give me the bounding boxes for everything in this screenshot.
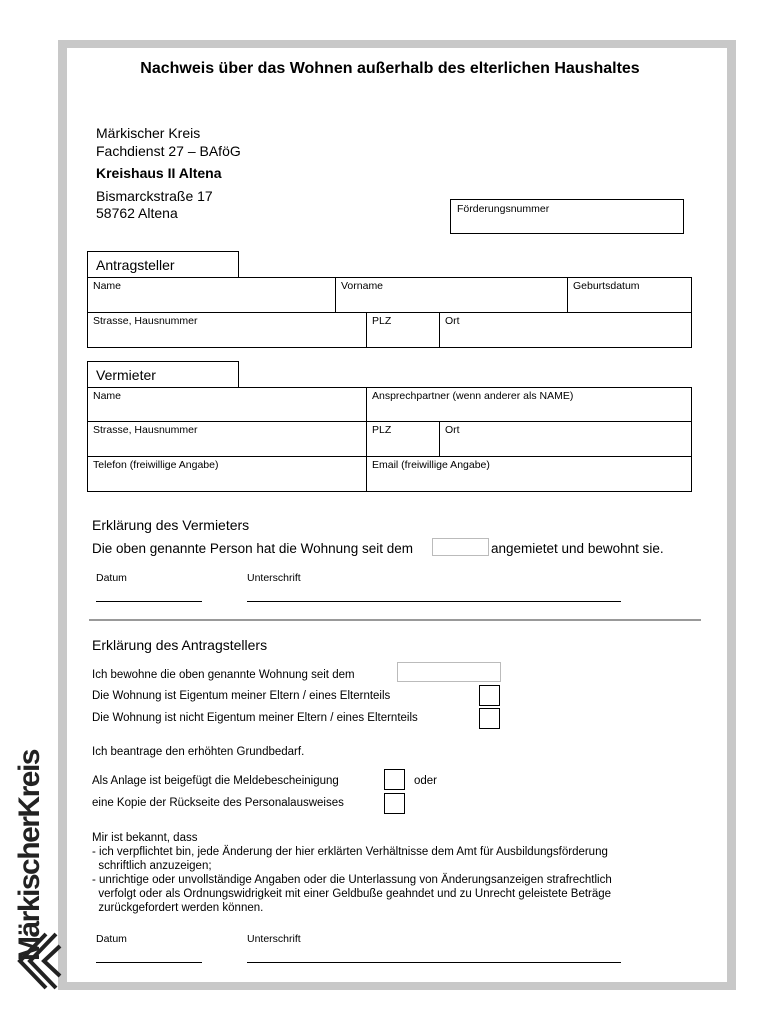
antragsteller-datum-line[interactable] bbox=[96, 962, 202, 963]
antragsteller-plz-field[interactable] bbox=[366, 312, 440, 348]
vermieter-telefon-field[interactable] bbox=[87, 456, 367, 492]
bekannt-text: Mir ist bekannt, dass bbox=[92, 832, 198, 844]
wohne-seit-date-input[interactable] bbox=[397, 662, 501, 682]
antragsteller-vorname-label: Vorname bbox=[341, 280, 384, 292]
anlage-meldebescheinigung-text: Als Anlage ist beigefügt die Meldebescheinigung bbox=[92, 775, 339, 787]
vermieter-ort-label: Ort bbox=[445, 424, 460, 436]
nicht-eigentum-eltern-text: Die Wohnung ist nicht Eigentum meiner Eltern / eines Elternteils bbox=[92, 712, 418, 724]
vermieter-plz-label: PLZ bbox=[372, 424, 392, 436]
antragsteller-name-field[interactable] bbox=[87, 277, 336, 313]
vermieter-ansprechpartner-field[interactable] bbox=[366, 387, 692, 422]
hinweis-text-3: zurückgefordert werden können. bbox=[92, 902, 264, 914]
eigentum-eltern-text: Die Wohnung ist Eigentum meiner Eltern / eines Elternteils bbox=[92, 690, 391, 702]
vermieter-name-field[interactable] bbox=[87, 387, 367, 422]
vermieter-telefon-label: Telefon (freiwillige Angabe) bbox=[93, 459, 219, 471]
antragsteller-name-label: Name bbox=[93, 280, 122, 292]
oder-text: oder bbox=[414, 775, 438, 787]
antragsteller-datum-label: Datum bbox=[96, 933, 127, 945]
hinweis-text-2: verfolgt oder als Ordnungswidrigkeit mit einer Geldbuße geahndet und zu Unrecht geleistete Beträge bbox=[92, 888, 612, 900]
maerkischer-kreis-logo bbox=[8, 750, 58, 1000]
foerderungsnummer-field[interactable] bbox=[450, 199, 684, 234]
address-line-5: 58762 Altena bbox=[96, 205, 178, 221]
antragsteller-plz-label: PLZ bbox=[372, 315, 392, 327]
eigentum-eltern-checkbox[interactable] bbox=[479, 685, 500, 706]
vermieter-unterschrift-label: Unterschrift bbox=[247, 572, 301, 584]
erklaerung-vermieter-heading: Erklärung des Vermieters bbox=[92, 517, 250, 533]
vermieter-name-label: Name bbox=[93, 390, 122, 402]
kopie-ausweis-text: eine Kopie der Rückseite des Personalausweises bbox=[92, 797, 344, 809]
address-line-4: Bismarckstraße 17 bbox=[96, 188, 213, 204]
vermieter-datum-label: Datum bbox=[96, 572, 127, 584]
nicht-eigentum-eltern-checkbox[interactable] bbox=[479, 708, 500, 729]
hinweis-text-1: - unrichtige oder unvollständige Angaben oder die Unterlassung von Änderungsanzeigen strafrechtlich bbox=[92, 874, 612, 886]
antragsteller-unterschrift-line[interactable] bbox=[247, 962, 621, 963]
vermieter-plz-field[interactable] bbox=[366, 421, 440, 457]
form-title: Nachweis über das Wohnen außerhalb des elterlichen Haushaltes bbox=[140, 60, 640, 77]
vermieter-since-date-input[interactable] bbox=[432, 538, 489, 556]
address-line-2: Fachdienst 27 – BAföG bbox=[96, 143, 241, 159]
section-divider bbox=[89, 619, 701, 621]
vermieter-statement-text: Die oben genannte Person hat die Wohnung seit dem bbox=[92, 541, 413, 556]
vermieter-strasse-label: Strasse, Hausnummer bbox=[93, 424, 198, 436]
grundbedarf-text: Ich beantrage den erhöhten Grundbedarf. bbox=[92, 746, 305, 758]
antragsteller-ort-label: Ort bbox=[445, 315, 460, 327]
antragsteller-ort-field[interactable] bbox=[439, 312, 692, 348]
personalausweis-checkbox[interactable] bbox=[384, 793, 405, 814]
vermieter-email-label: Email (freiwillige Angabe) bbox=[372, 459, 490, 471]
vermieter-strasse-field[interactable] bbox=[87, 421, 367, 457]
logo-text: MärkischerKreis bbox=[13, 750, 46, 961]
antragsteller-geburtsdatum-field[interactable] bbox=[567, 277, 692, 313]
vermieter-ansprechpartner-label: Ansprechpartner (wenn anderer als NAME) bbox=[372, 390, 574, 402]
antragsteller-strasse-field[interactable] bbox=[87, 312, 367, 348]
antragsteller-strasse-label: Strasse, Hausnummer bbox=[93, 315, 198, 327]
vermieter-unterschrift-line[interactable] bbox=[247, 601, 621, 602]
antragsteller-unterschrift-label: Unterschrift bbox=[247, 933, 301, 945]
vermieter-email-field[interactable] bbox=[366, 456, 692, 492]
vermieter-statement-text-end: angemietet und bewohnt sie. bbox=[491, 541, 664, 556]
vermieter-datum-line[interactable] bbox=[96, 601, 202, 602]
vermieter-ort-field[interactable] bbox=[439, 421, 692, 457]
wohne-seit-text: Ich bewohne die oben genannte Wohnung seit dem bbox=[92, 669, 355, 681]
foerderungsnummer-label: Förderungsnummer bbox=[457, 203, 550, 215]
address-line-1: Märkischer Kreis bbox=[96, 125, 201, 141]
antragsteller-geburtsdatum-label: Geburtsdatum bbox=[573, 280, 640, 292]
logo-chevron-icon bbox=[16, 932, 62, 990]
address-line-3: Kreishaus II Altena bbox=[96, 165, 222, 181]
erklaerung-antragsteller-heading: Erklärung des Antragstellers bbox=[92, 637, 268, 653]
vermieter-heading: Vermieter bbox=[87, 361, 239, 388]
pflicht-text-2: schriftlich anzuzeigen; bbox=[92, 860, 212, 872]
antragsteller-heading: Antragsteller bbox=[87, 251, 239, 278]
antragsteller-vorname-field[interactable] bbox=[335, 277, 568, 313]
meldebescheinigung-checkbox[interactable] bbox=[384, 769, 405, 790]
pflicht-text-1: - ich verpflichtet bin, jede Änderung der hier erklärten Verhältnisse dem Amt für Ausbildungsförderung bbox=[92, 846, 608, 858]
